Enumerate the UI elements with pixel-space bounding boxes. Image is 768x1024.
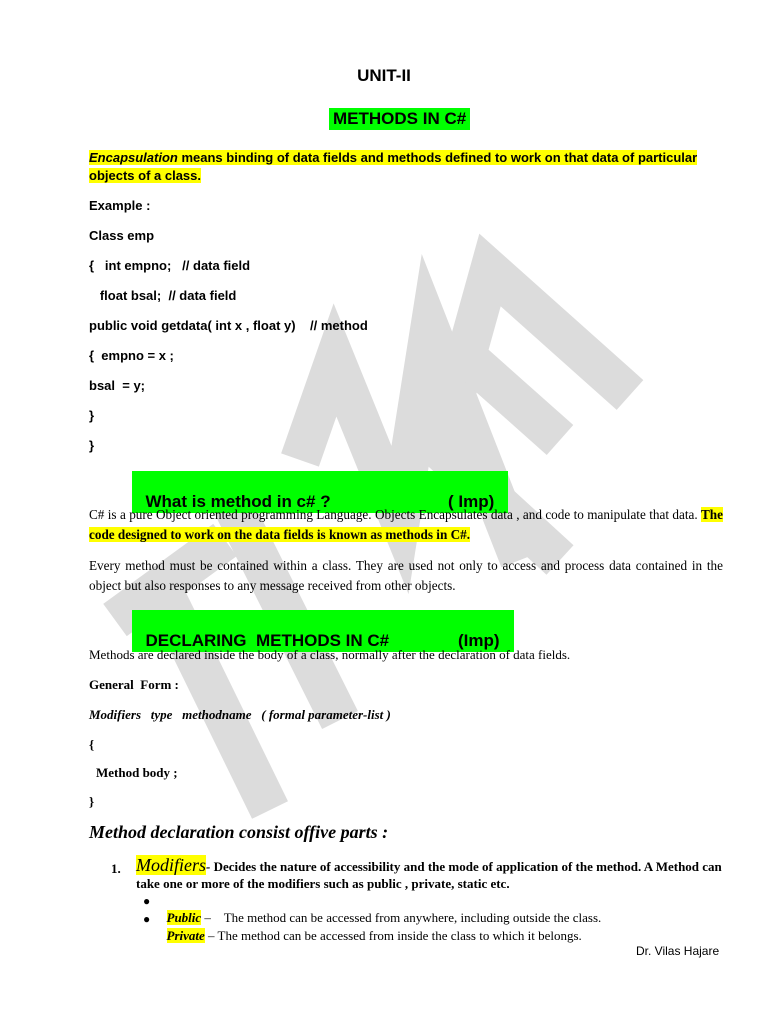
encapsulation-text: means binding of data fields and methods defined to work on that data of particular objects of a class.	[89, 150, 698, 183]
bullet-term: Private	[166, 928, 205, 943]
paragraph	[89, 505, 723, 545]
code-line: float bsal; // data field	[89, 288, 237, 303]
paragraph: Every method must be contained within a class. They are used not only to access and process data contained in the object but also responses to any message received from other objects.	[89, 558, 723, 593]
footer-author: Dr. Vilas Hajare	[636, 944, 720, 958]
close-brace: }	[89, 794, 95, 809]
paragraph-text: C# is a pure Object oriented programming Language. Objects Encapsulates data , and code to manipulate that data.	[89, 507, 702, 522]
section-heading-parts: Method declaration consist offive parts :	[89, 822, 389, 842]
encapsulation-term: Encapsulation	[89, 150, 178, 165]
method-signature: Modifiers type methodname ( formal parameter-list )	[89, 707, 391, 722]
bullet-separator: –	[201, 910, 224, 925]
open-brace: {	[89, 737, 95, 752]
importance-tag: (Imp)	[458, 631, 500, 650]
code-line: Class emp	[89, 228, 155, 243]
heading-text: What is method in c# ?	[145, 492, 331, 511]
code-line: }	[89, 408, 95, 423]
paragraph: Methods are declared inside the body of a class, normally after the declaration of data fields.	[89, 647, 571, 662]
list-item	[111, 855, 724, 892]
method-body: Method body ;	[96, 765, 178, 780]
general-form-label: General Form :	[89, 677, 179, 692]
heading-text: DECLARING METHODS IN C#	[145, 631, 390, 650]
highlighted-definition: The code designed to work on the data fields is known as methods in C#.	[89, 507, 723, 542]
bullet-icon: ●	[143, 912, 151, 926]
bullet-separator: –	[204, 928, 218, 943]
bullet-text: The method can be accessed from inside the class to which it belongs.	[217, 928, 582, 943]
encapsulation-definition	[89, 149, 723, 185]
code-line: bsal = y;	[89, 378, 145, 393]
term-dash: -	[206, 859, 211, 874]
code-line: }	[89, 438, 95, 453]
bullet-icon: ●	[143, 894, 151, 908]
bullet-text: The method can be accessed from anywhere, including outside the class.	[223, 910, 602, 925]
page-title: METHODS IN C#	[329, 108, 470, 130]
modifiers-description: Decides the nature of accessibility and the mode of application of the method. A Method can take one or more of the modifiers such as public , private, static etc.	[136, 859, 722, 891]
list-item	[143, 912, 582, 944]
code-line: { int empno; // data field	[89, 258, 251, 273]
code-line: { empno = x ;	[89, 348, 174, 363]
section-heading-declaring-methods	[132, 610, 514, 652]
list-number: 1.	[111, 861, 121, 876]
code-line: public void getdata( int x , float y) // method	[89, 318, 368, 333]
bullet-term: Public	[166, 910, 202, 925]
modifiers-term: Modifiers	[136, 855, 206, 875]
unit-title: UNIT-II	[357, 66, 411, 85]
importance-tag: ( Imp)	[448, 492, 495, 511]
example-label: Example :	[89, 198, 151, 213]
